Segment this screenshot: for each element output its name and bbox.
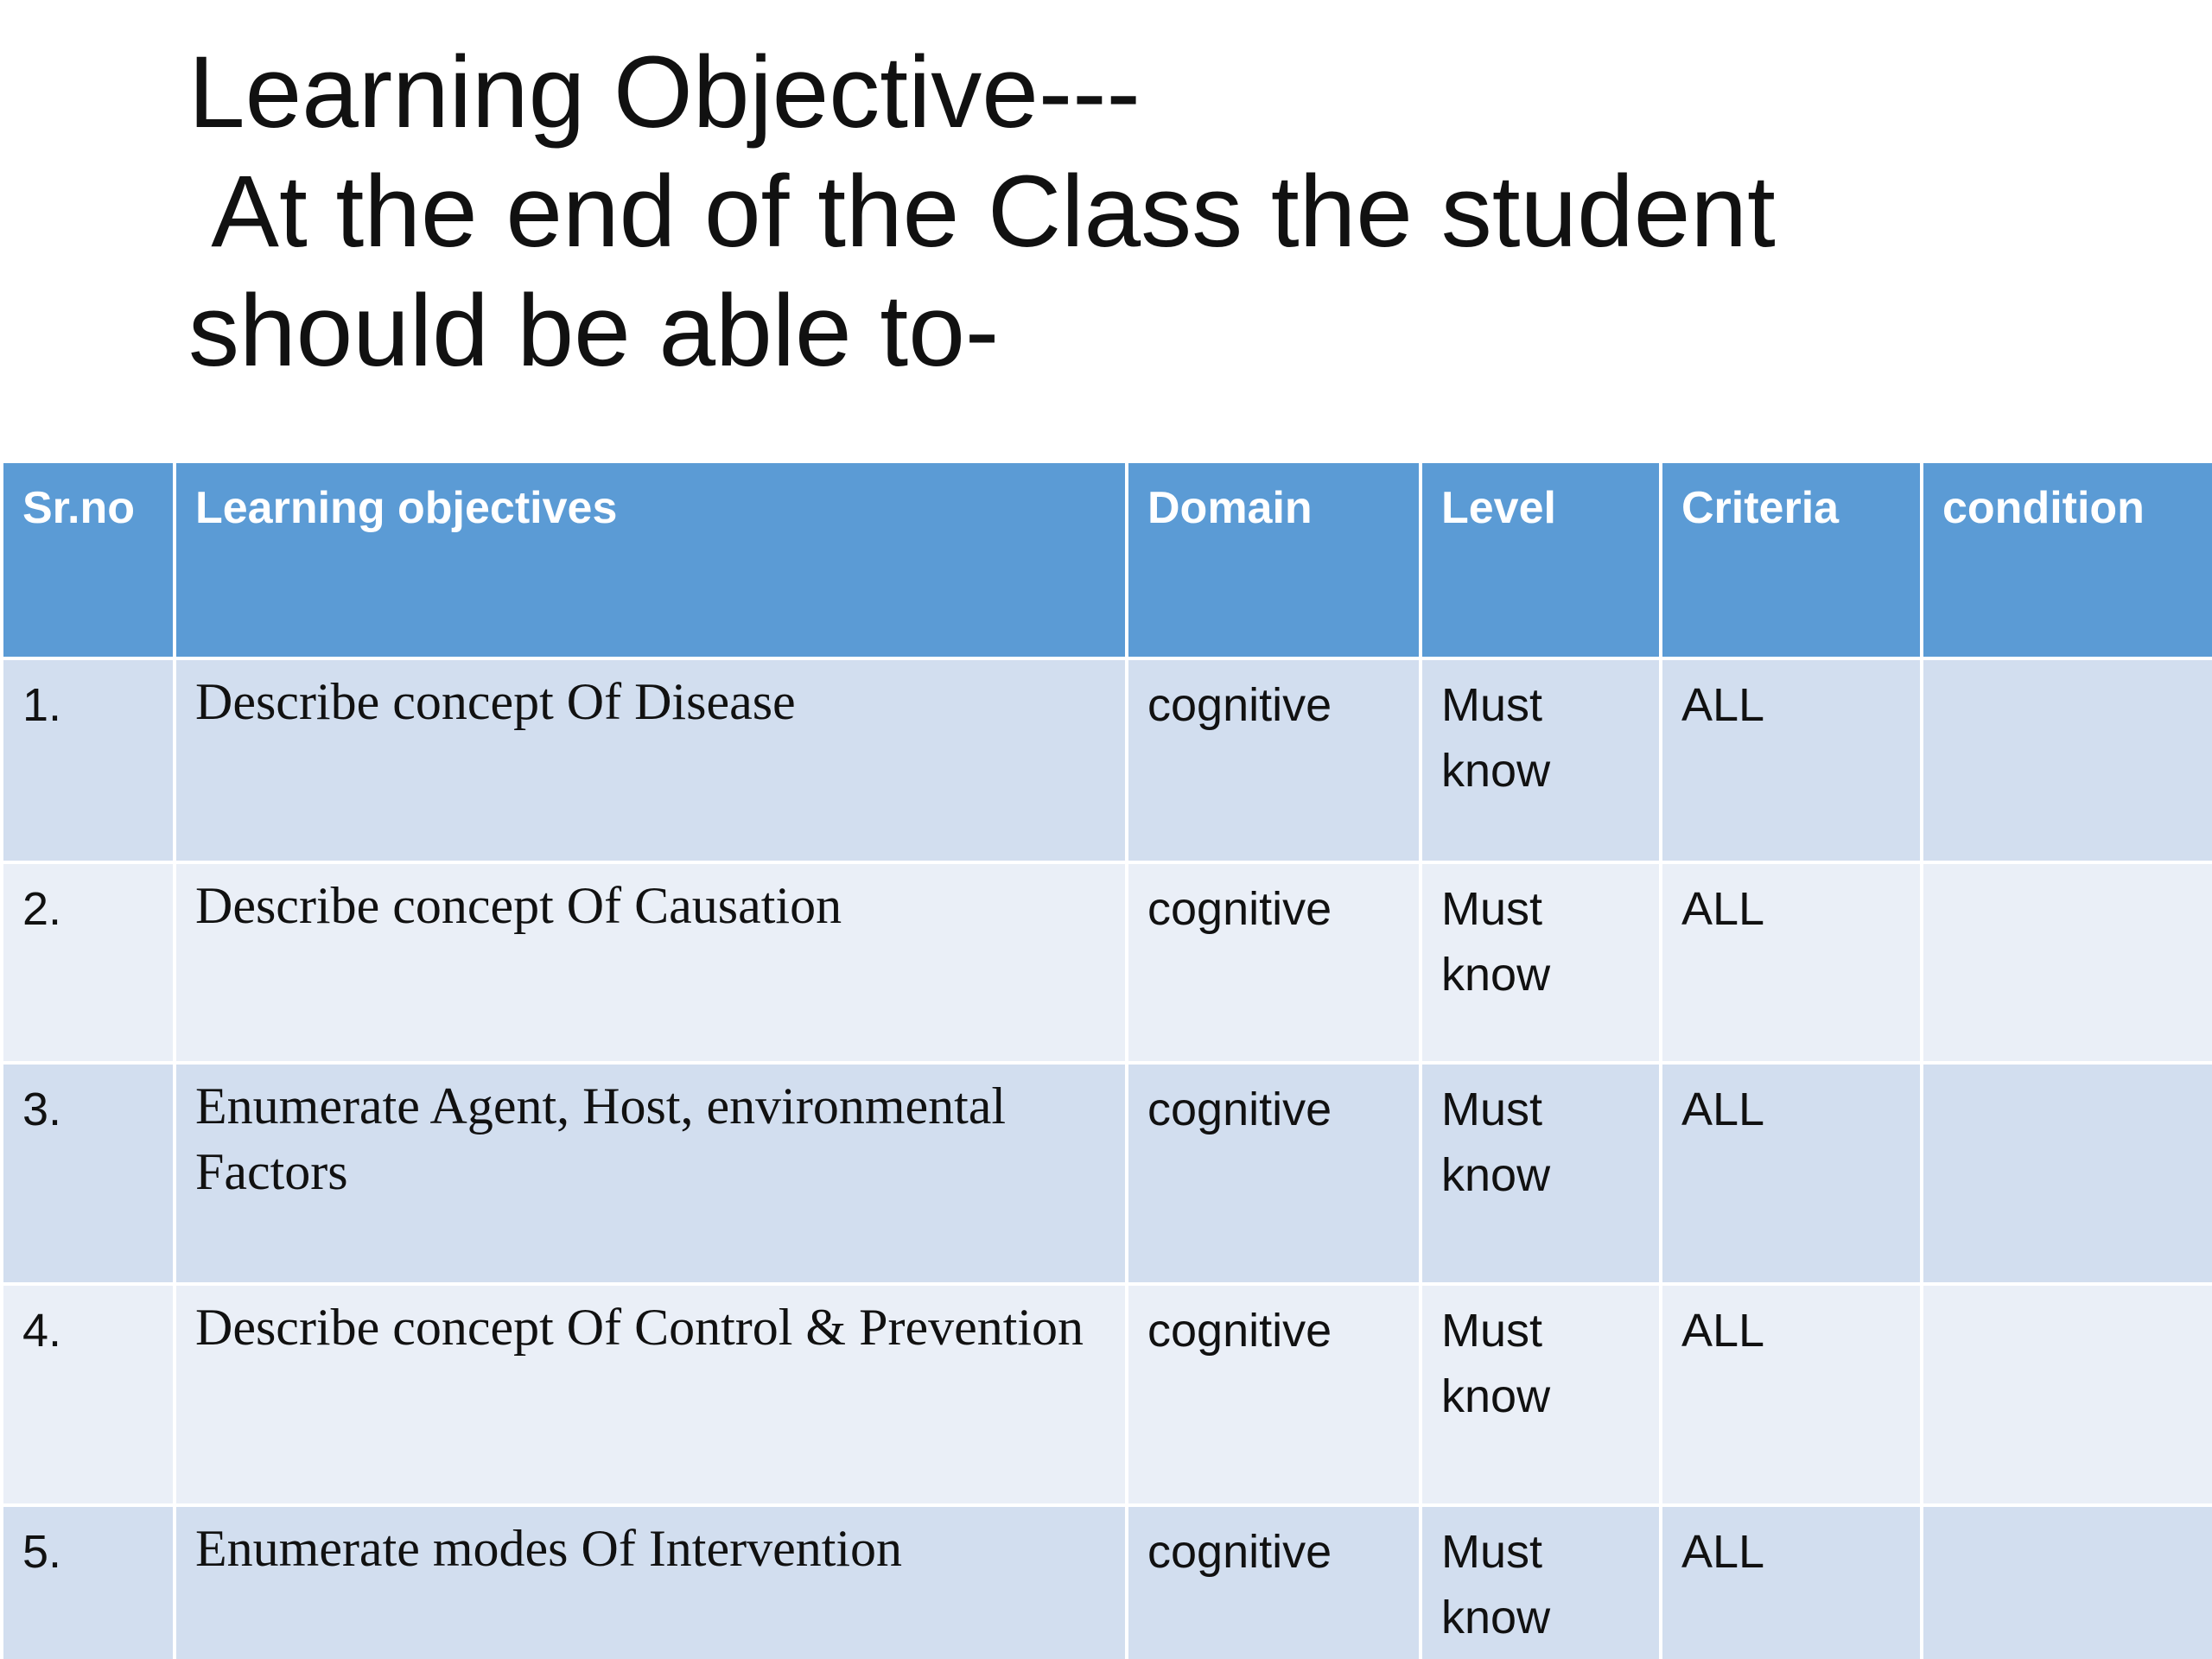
cell-domain: cognitive: [1127, 862, 1421, 1063]
cell-condition: [1922, 1505, 2212, 1659]
cell-criteria: ALL: [1661, 658, 1922, 862]
cell-srno: 5.: [2, 1505, 175, 1659]
cell-criteria: ALL: [1661, 1063, 1922, 1284]
cell-condition: [1922, 862, 2212, 1063]
cell-objective: Describe concept Of Control & Prevention: [175, 1284, 1127, 1505]
cell-objective: Describe concept Of Causation: [175, 862, 1127, 1063]
cell-domain: cognitive: [1127, 1505, 1421, 1659]
table-row: [2, 658, 2212, 862]
cell-level: Must know: [1421, 658, 1661, 862]
cell-objective: Describe concept Of Disease: [175, 658, 1127, 862]
cell-level: Must know: [1421, 1063, 1661, 1284]
cell-condition: [1922, 658, 2212, 862]
cell-criteria: ALL: [1661, 1505, 1922, 1659]
table-row: [2, 1063, 2212, 1284]
cell-condition: [1922, 1284, 2212, 1505]
table-row: [2, 1505, 2212, 1659]
cell-level: Must know: [1421, 862, 1661, 1063]
header-level: Level: [1421, 461, 1661, 658]
cell-domain: cognitive: [1127, 658, 1421, 862]
cell-condition: [1922, 1063, 2212, 1284]
title-line-2: At the end of the Class the student: [188, 155, 1776, 269]
cell-objective: Enumerate modes Of Intervention: [175, 1505, 1127, 1659]
header-learning-objectives: Learning objectives: [175, 461, 1127, 658]
title-line-1: Learning Objective---: [188, 35, 1141, 149]
cell-domain: cognitive: [1127, 1284, 1421, 1505]
table-row: [2, 1284, 2212, 1505]
table-header-row: [2, 461, 2212, 658]
cell-srno: 2.: [2, 862, 175, 1063]
header-condition: condition: [1922, 461, 2212, 658]
slide-title: [188, 33, 2089, 391]
cell-objective: Enumerate Agent, Host, environmental Factors: [175, 1063, 1127, 1284]
cell-srno: 4.: [2, 1284, 175, 1505]
cell-domain: cognitive: [1127, 1063, 1421, 1284]
title-line-3: should be able to-: [188, 274, 1000, 388]
header-domain: Domain: [1127, 461, 1421, 658]
cell-level: Must know: [1421, 1284, 1661, 1505]
table-row: [2, 862, 2212, 1063]
header-srno: Sr.no: [2, 461, 175, 658]
cell-srno: 3.: [2, 1063, 175, 1284]
learning-objectives-table: [0, 460, 2212, 1659]
cell-criteria: ALL: [1661, 1284, 1922, 1505]
cell-criteria: ALL: [1661, 862, 1922, 1063]
cell-level: Must know: [1421, 1505, 1661, 1659]
cell-srno: 1.: [2, 658, 175, 862]
header-criteria: Criteria: [1661, 461, 1922, 658]
